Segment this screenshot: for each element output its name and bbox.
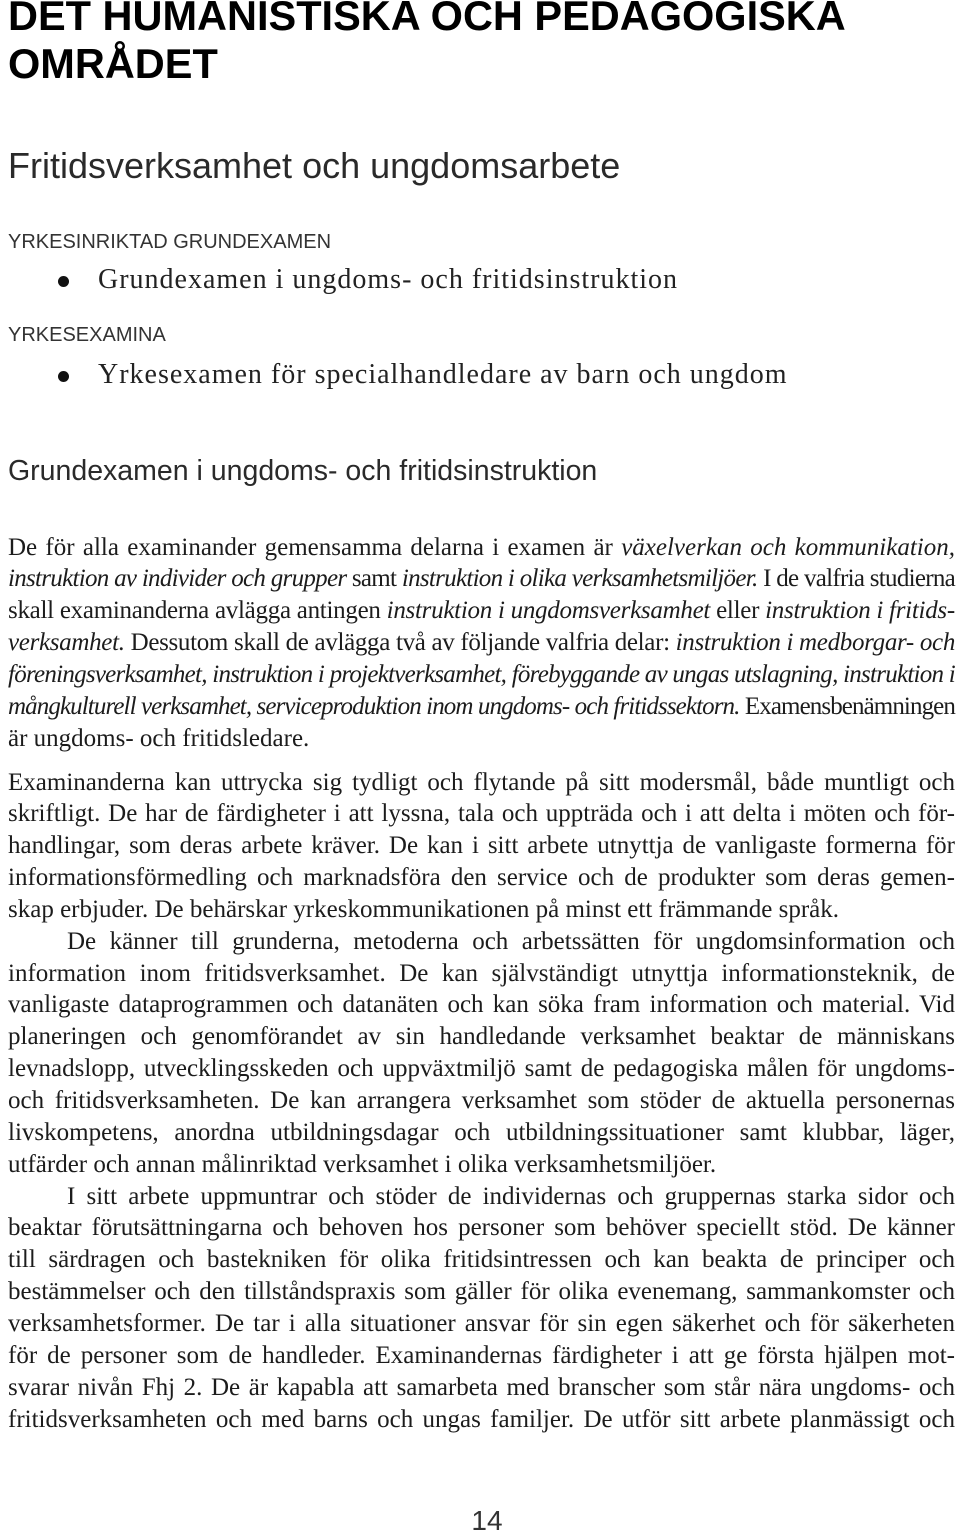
text-run: verksamhetsformer. De tar i alla situationer ansvar för sin egen säkerhet och för säkerheten bbox=[8, 1309, 955, 1337]
text-line bbox=[8, 1085, 955, 1117]
text-run: De för alla examinander gemensamma delarna i examen är bbox=[8, 533, 622, 561]
emphasis-run: instruktion i fritids- bbox=[765, 597, 955, 625]
text-line bbox=[67, 1181, 955, 1213]
page-number: 14 bbox=[471, 1505, 503, 1536]
text-line-content bbox=[8, 767, 955, 799]
text-run: fritidsverksamheten och med barns och ungas familjer. De utför sitt arbete planmässigt och bbox=[8, 1405, 955, 1433]
text-run: bestämmelser och den tillståndspraxis som gäller för olika evenemang, sammankomster och bbox=[8, 1278, 955, 1306]
text-line bbox=[8, 958, 955, 990]
degree-group-heading: YRKESINRIKTAD GRUNDEXAMEN bbox=[8, 231, 332, 253]
text-run: De känner till grunderna, metoderna och arbetssätten för ungdomsinformation och bbox=[67, 927, 955, 955]
subsection-title: Grundexamen i ungdoms- och fritidsinstruktion bbox=[8, 455, 598, 488]
text-run: Dessutom skall de avlägga två av följande valfria delar: bbox=[124, 629, 676, 657]
text-line bbox=[8, 1276, 955, 1308]
text-line-content bbox=[8, 958, 955, 990]
emphasis-run: instruktion i olika verksamhetsmiljöer. bbox=[401, 565, 758, 593]
text-run: utfärder och annan målinriktad verksamhet i olika verksamhetsmiljöer. bbox=[8, 1150, 717, 1178]
body-paragraph bbox=[8, 767, 955, 926]
text-line bbox=[8, 563, 955, 595]
text-run: till särdragen och bastekniken för olika fritidsintressen och kan beakta de principer och bbox=[8, 1246, 955, 1274]
text-line-content bbox=[8, 989, 955, 1021]
text-line bbox=[8, 862, 955, 894]
text-line bbox=[8, 1372, 955, 1404]
text-run: skriftligt. De har de färdigheter i att lyssna, tala och uppträda och i att delta i möten och för- bbox=[8, 800, 955, 828]
text-line-content bbox=[8, 563, 955, 595]
text-line bbox=[8, 659, 955, 691]
text-run: I sitt arbete uppmuntrar och stöder de individernas och gruppernas starka sidor och bbox=[67, 1182, 955, 1210]
emphasis-run: instruktion av individer och grupper bbox=[8, 565, 347, 593]
text-run: är ungdoms- och fritidsledare. bbox=[8, 724, 310, 752]
text-line-content bbox=[8, 627, 955, 659]
text-line-content bbox=[8, 1117, 955, 1149]
emphasis-run: mångkulturell verksamhet, serviceproduktion inom ungdoms- och fritidssektorn. bbox=[8, 692, 740, 720]
text-run: livskompetens, anordna utbildningsdagar och utbildningssituationer samt klubbar, läger, bbox=[8, 1118, 955, 1146]
text-line-content bbox=[8, 894, 839, 926]
page-header bbox=[8, 0, 846, 88]
text-run: informationsförmedling och marknadsföra den service och de produkter som deras gemen- bbox=[8, 864, 955, 892]
text-run: beaktar förutsättningarna och behoven hos personer som behöver speciellt stöd. De känner bbox=[8, 1214, 955, 1242]
emphasis-run: verksamhet. bbox=[8, 629, 125, 657]
text-line bbox=[8, 691, 955, 723]
header-line: DET HUMANISTISKA OCH PEDAGOGISKA bbox=[8, 0, 846, 39]
text-line-content bbox=[8, 1212, 955, 1244]
text-line bbox=[8, 1308, 955, 1340]
text-run: I de valfria studierna bbox=[757, 565, 956, 593]
text-run: eller bbox=[710, 597, 766, 625]
text-run: planeringen och genomförandet av sin handledande verksamhet beaktar de människans bbox=[8, 1023, 955, 1051]
bullet-icon bbox=[58, 371, 69, 382]
emphasis-run: föreningsverksamhet, instruktion i projektverksamhet, förebyggande av ungas utslagning, instruktion i bbox=[8, 660, 955, 688]
text-line-content bbox=[8, 862, 955, 894]
text-line-content bbox=[8, 1053, 955, 1085]
text-line-content bbox=[8, 1340, 955, 1372]
text-line bbox=[8, 1212, 955, 1244]
text-line bbox=[8, 595, 955, 627]
text-line-content bbox=[8, 1276, 955, 1308]
text-line bbox=[8, 1404, 955, 1436]
text-line-content bbox=[8, 798, 955, 830]
body-paragraph bbox=[8, 926, 955, 1181]
text-run: Examensbenämningen bbox=[739, 692, 955, 720]
text-line-content bbox=[8, 532, 955, 564]
text-run: Examinanderna kan uttrycka sig tydligt och flytande på sitt modersmål, både muntligt och bbox=[8, 768, 955, 796]
text-run: samt bbox=[346, 565, 402, 593]
header-line: OMRÅDET bbox=[8, 39, 218, 87]
text-line-content bbox=[67, 1181, 955, 1213]
section-title: Fritidsverksamhet och ungdomsarbete bbox=[8, 144, 621, 186]
text-run: och fritidsverksamheten. De kan arrangera verksamhet som stöder de aktuella personernas bbox=[8, 1087, 956, 1115]
text-line-content bbox=[8, 659, 955, 691]
text-line bbox=[8, 989, 955, 1021]
text-run: levnadslopp, utvecklingsskeden och uppväxtmiljö samt de pedagogiska målen för ungdoms- bbox=[8, 1055, 955, 1083]
text-line bbox=[8, 627, 955, 659]
text-run: handlingar, som deras arbete kräver. De kan i sitt arbete utnyttja de vanligaste formerna för bbox=[8, 832, 956, 860]
bullet-icon bbox=[58, 276, 69, 287]
text-line-content bbox=[8, 723, 309, 755]
text-line bbox=[8, 798, 955, 830]
text-line bbox=[8, 830, 955, 862]
text-line bbox=[8, 894, 955, 926]
text-run: skap erbjuder. De behärskar yrkeskommunikationen på minst ett främmande språk. bbox=[8, 895, 840, 923]
text-run: för de personer som de handleder. Examinandernas färdigheter i att ge första hjälpen mot- bbox=[8, 1341, 956, 1369]
text-line bbox=[8, 1149, 955, 1181]
text-run: svarar nivån Fhj 2. De är kapabla att samarbeta med branscher som står nära ungdoms- och bbox=[8, 1373, 955, 1401]
text-run: vanligaste dataprogrammen och datanäten och kan söka fram information och material. Vid bbox=[8, 991, 955, 1019]
degree-group-heading: YRKESEXAMINA bbox=[8, 324, 166, 346]
text-line bbox=[8, 1053, 955, 1085]
text-line bbox=[8, 767, 955, 799]
text-line-content bbox=[8, 1085, 955, 1117]
text-line-content bbox=[8, 1244, 955, 1276]
text-run: information inom fritidsverksamhet. De kan självständigt utnyttja informationsteknik, de bbox=[8, 959, 955, 987]
body-paragraph bbox=[8, 532, 955, 755]
text-line bbox=[8, 1340, 955, 1372]
text-line-content bbox=[8, 595, 955, 627]
degree-list-item: Yrkesexamen för specialhandledare av barn och ungdom bbox=[98, 358, 788, 390]
emphasis-run: instruktion i medborgar- och bbox=[675, 629, 956, 657]
emphasis-run: växelverkan och kommunikation, bbox=[621, 533, 955, 561]
text-line bbox=[8, 1244, 955, 1276]
text-line bbox=[8, 723, 955, 755]
text-line-content bbox=[8, 1372, 955, 1404]
emphasis-run: instruktion i ungdomsverksamhet bbox=[386, 597, 711, 625]
text-line-content bbox=[8, 1404, 955, 1436]
text-line bbox=[8, 532, 955, 564]
text-line-content bbox=[8, 1308, 955, 1340]
degree-list-item: Grundexamen i ungdoms- och fritidsinstruktion bbox=[98, 263, 679, 295]
text-line-content bbox=[8, 830, 955, 862]
text-line-content bbox=[8, 1021, 955, 1053]
text-line-content bbox=[8, 691, 955, 723]
text-line bbox=[8, 1117, 955, 1149]
text-line bbox=[67, 926, 955, 958]
text-run: skall examinanderna avlägga antingen bbox=[8, 597, 387, 625]
text-line-content bbox=[67, 926, 955, 958]
text-line bbox=[8, 1021, 955, 1053]
body-paragraph bbox=[8, 1181, 955, 1436]
text-line-content bbox=[8, 1149, 716, 1181]
